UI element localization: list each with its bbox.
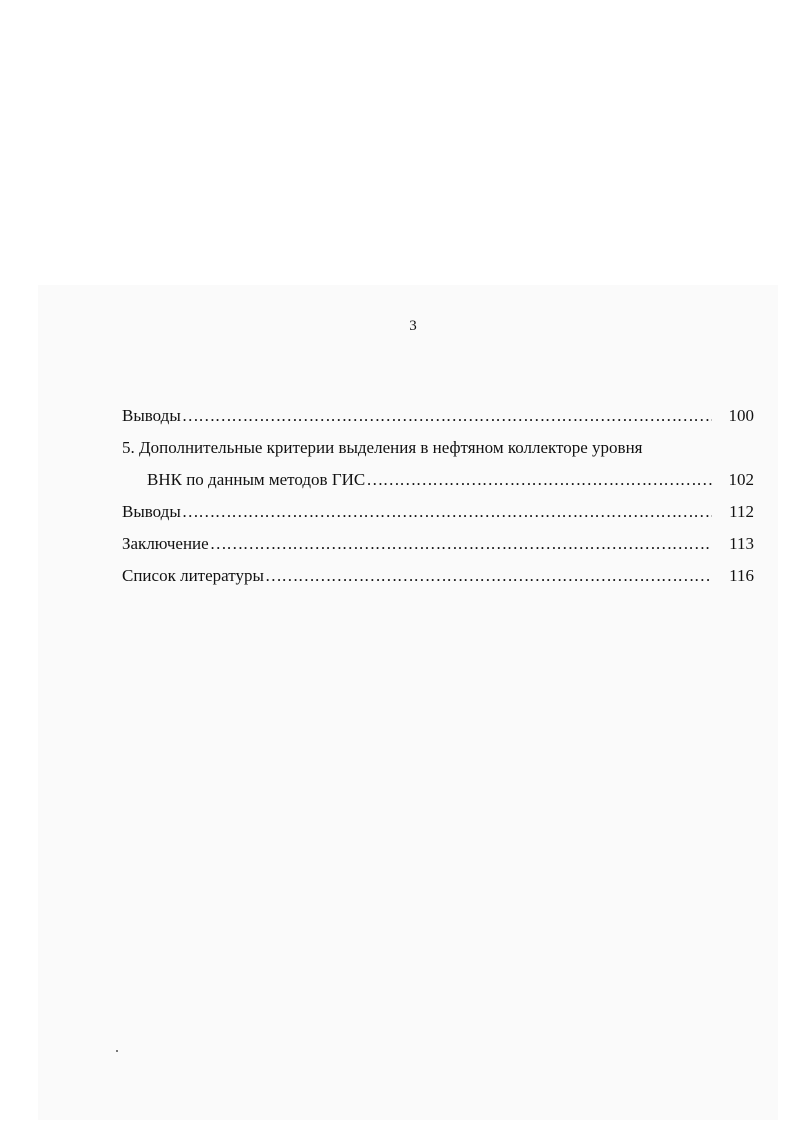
toc-entry-summary	[122, 528, 754, 560]
scan-speck	[116, 1050, 118, 1052]
toc-entry-title: 5. Дополнительные критерии выделения в нефтяном коллекторе уровня	[122, 438, 643, 457]
toc-leader-dots	[366, 464, 712, 496]
toc-leader-dots	[210, 528, 712, 560]
toc-entry-conclusions-2	[122, 496, 754, 528]
page-number: 3	[409, 318, 417, 334]
toc-entry-chapter-5-heading	[122, 432, 754, 464]
toc-entry-page: 113	[729, 534, 754, 553]
toc-entry-page: 102	[728, 470, 754, 489]
table-of-contents	[122, 400, 754, 592]
toc-entry-conclusions-1	[122, 400, 754, 432]
toc-entry-title: Список литературы	[122, 566, 264, 585]
toc-entry-title: ВНК по данным методов ГИС	[147, 470, 366, 489]
toc-leader-dots	[265, 560, 712, 592]
toc-leader-dots	[182, 496, 712, 528]
toc-leader-dots	[182, 400, 712, 432]
toc-entry-page: 100	[728, 406, 754, 425]
toc-entry-title: Выводы	[122, 502, 181, 521]
toc-entry-title: Выводы	[122, 406, 181, 425]
toc-entry-references	[122, 560, 754, 592]
toc-entry-page: 116	[729, 566, 754, 585]
toc-entry-page: 112	[729, 502, 754, 521]
toc-entry-chapter-5	[122, 464, 754, 496]
toc-entry-title: Заключение	[122, 534, 209, 553]
